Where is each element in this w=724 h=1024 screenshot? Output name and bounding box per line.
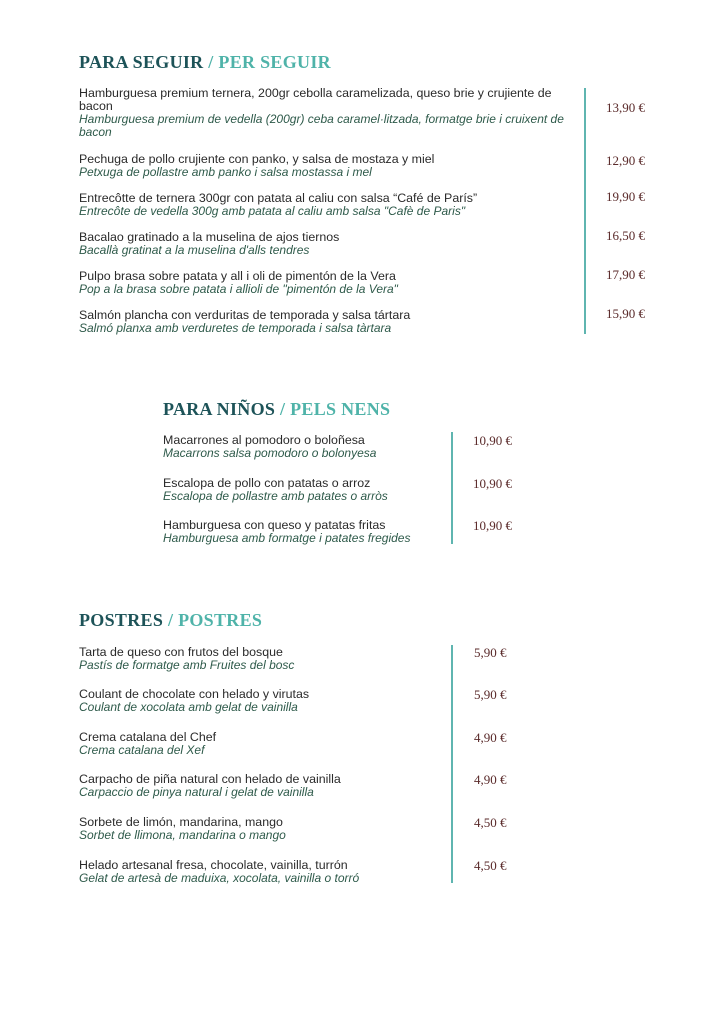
menu-item	[79, 192, 569, 218]
divider-line	[584, 88, 586, 334]
item-name: Sorbete de limón, mandarina, mango	[79, 815, 283, 829]
divider-line	[451, 645, 453, 883]
item-name: Escalopa de pollo con patatas o arroz	[163, 476, 371, 490]
item-price: 4,90 €	[474, 730, 507, 745]
item-translation: Gelat de artesà de maduixa, xocolata, vainilla o torró	[79, 871, 360, 885]
item-price: 10,90 €	[473, 518, 512, 533]
item-name: Helado artesanal fresa, chocolate, vainilla, turrón	[79, 858, 348, 872]
menu-item	[79, 859, 444, 885]
item-price: 4,90 €	[474, 772, 507, 787]
menu-item	[79, 731, 444, 757]
menu-item	[79, 773, 444, 799]
item-price: 19,90 €	[606, 189, 645, 204]
item-translation: Hamburguesa premium de vedella (200gr) ceba caramel·litzada, formatge brie i cruixent de bacon	[79, 112, 564, 139]
item-name: Bacalao gratinado a la muselina de ajos tiernos	[79, 230, 340, 244]
item-translation: Bacallà gratinat a la muselina d'alls tendres	[79, 243, 310, 257]
item-name: Coulant de chocolate con helado y virutas	[79, 687, 310, 701]
section-heading-postres: POSTRES / POSTRES	[79, 610, 263, 630]
item-translation: Sorbet de llimona, mandarina o mango	[79, 828, 286, 842]
item-translation: Petxuga de pollastre amb panko i salsa mostassa i mel	[79, 165, 372, 179]
menu-item	[163, 477, 448, 503]
section-heading-para-ninos: PARA NIÑOS / PELS NENS	[163, 399, 391, 419]
menu-item	[79, 87, 569, 139]
item-translation: Entrecôte de vedella 300g amb patata al caliu amb salsa "Cafè de Paris"	[79, 204, 466, 218]
heading-ca: PELS NENS	[290, 399, 391, 419]
menu-item	[79, 153, 569, 179]
heading-es: POSTRES	[79, 610, 164, 630]
heading-es: PARA NIÑOS	[163, 399, 276, 419]
item-price: 4,50 €	[474, 815, 507, 830]
item-name: Macarrones al pomodoro o boloñesa	[163, 433, 365, 447]
menu-item	[163, 434, 448, 460]
menu-item	[79, 231, 569, 257]
heading-ca: POSTRES	[178, 610, 263, 630]
item-translation: Pop a la brasa sobre patata i allioli de "pimentón de la Vera"	[79, 282, 398, 296]
item-name: Pulpo brasa sobre patata y all i oli de pimentón de la Vera	[79, 269, 396, 283]
menu-item	[79, 816, 444, 842]
item-translation: Hamburguesa amb formatge i patates fregides	[163, 531, 411, 545]
item-price: 15,90 €	[606, 306, 645, 321]
menu-item	[79, 270, 569, 296]
item-price: 13,90 €	[606, 100, 645, 115]
item-name: Hamburguesa premium ternera, 200gr cebolla caramelizada, queso brie y crujiente de bacon	[79, 86, 552, 113]
item-price: 4,50 €	[474, 858, 507, 873]
item-price: 10,90 €	[473, 433, 512, 448]
item-name: Tarta de queso con frutos del bosque	[79, 645, 283, 659]
item-name: Pechuga de pollo crujiente con panko, y salsa de mostaza y miel	[79, 152, 435, 166]
item-name: Entrecôtte de ternera 300gr con patata al caliu con salsa “Café de París”	[79, 191, 478, 205]
menu-item	[79, 309, 569, 335]
item-translation: Escalopa de pollastre amb patates o arròs	[163, 489, 388, 503]
item-translation: Carpaccio de pinya natural i gelat de vainilla	[79, 785, 314, 799]
divider-line	[451, 432, 453, 544]
item-price: 5,90 €	[474, 687, 507, 702]
heading-es: PARA SEGUIR	[79, 52, 204, 72]
item-translation: Salmó planxa amb verduretes de temporada i salsa tàrtara	[79, 321, 392, 335]
menu-item	[79, 688, 444, 714]
item-translation: Coulant de xocolata amb gelat de vainilla	[79, 700, 298, 714]
item-translation: Macarrons salsa pomodoro o bolonyesa	[163, 446, 377, 460]
section-heading-para-seguir: PARA SEGUIR / PER SEGUIR	[79, 52, 331, 72]
item-price: 12,90 €	[606, 153, 645, 168]
heading-ca: PER SEGUIR	[218, 52, 331, 72]
item-translation: Pastís de formatge amb Fruites del bosc	[79, 658, 295, 672]
item-name: Hamburguesa con queso y patatas fritas	[163, 518, 386, 532]
item-name: Salmón plancha con verduritas de temporada y salsa tártara	[79, 308, 411, 322]
item-price: 5,90 €	[474, 645, 507, 660]
item-translation: Crema catalana del Xef	[79, 743, 205, 757]
item-price: 17,90 €	[606, 267, 645, 282]
item-name: Carpacho de piña natural con helado de vainilla	[79, 772, 341, 786]
menu-item	[163, 519, 448, 545]
menu-item	[79, 646, 444, 672]
item-price: 10,90 €	[473, 476, 512, 491]
item-price: 16,50 €	[606, 228, 645, 243]
item-name: Crema catalana del Chef	[79, 730, 217, 744]
